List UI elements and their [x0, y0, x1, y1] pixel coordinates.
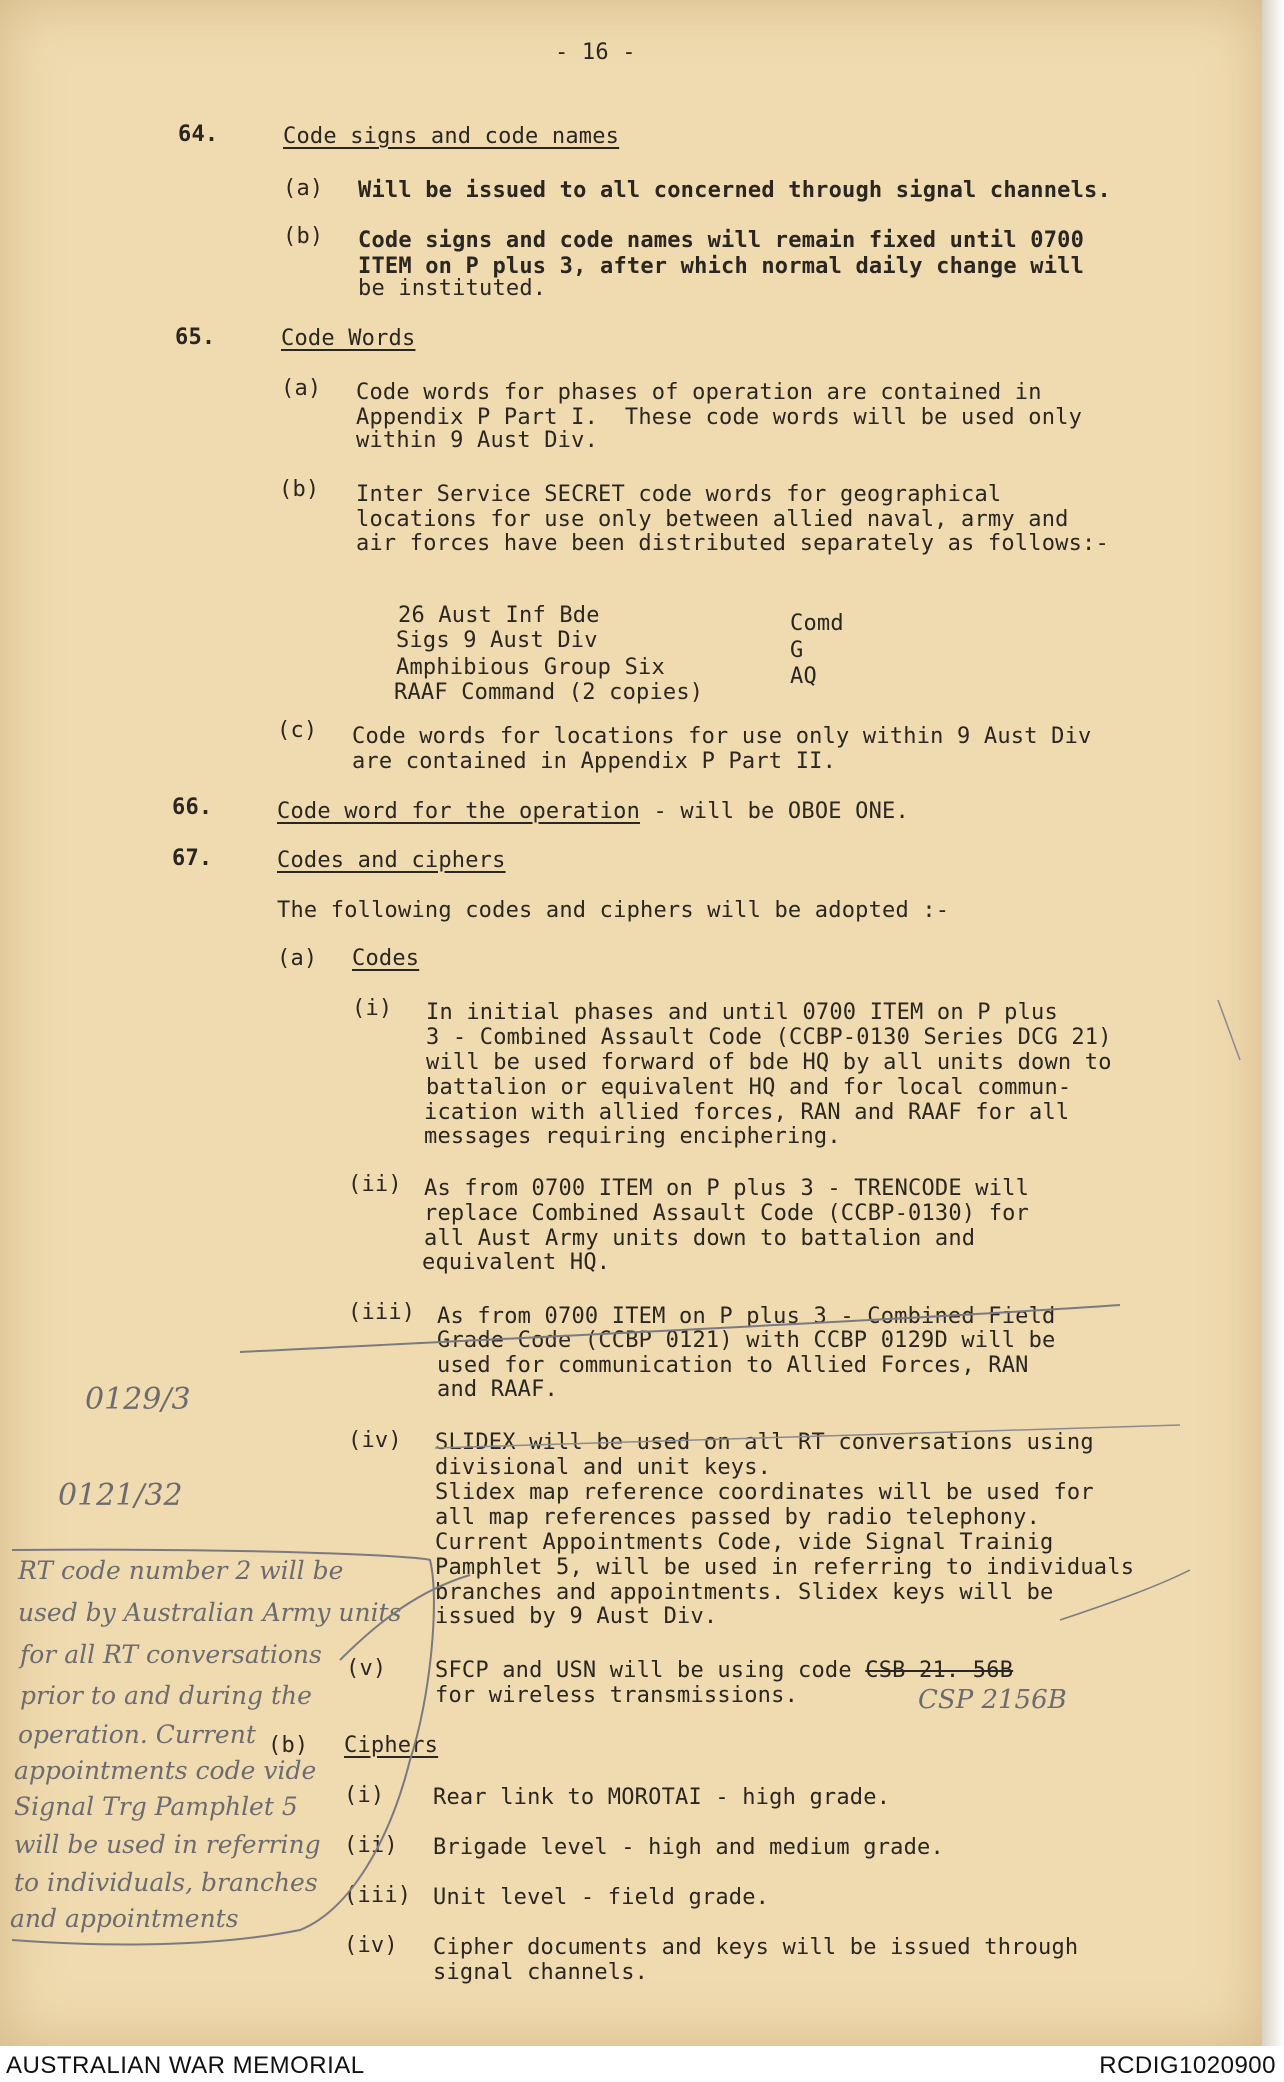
cipher-i-label: (i)	[344, 1783, 385, 1808]
margin-note-line-6: appointments code vide	[14, 1756, 317, 1785]
handwritten-note-0121: 0121/32	[58, 1478, 183, 1513]
code-iv-label: (iv)	[348, 1428, 402, 1453]
pencil-margin-line	[1060, 1570, 1190, 1620]
pencil-tick	[1218, 1000, 1240, 1060]
para-67-heading: Codes and ciphers	[277, 848, 506, 873]
code-v-text: SFCP and USN will be using code	[435, 1658, 866, 1683]
distribution-unit-3: Amphibious Group Six	[396, 655, 665, 680]
page-number: - 16 -	[555, 40, 636, 65]
code-iii-line-2: Grade Code (CCBP 0121) with CCBP 0129D will be	[437, 1328, 1056, 1353]
distribution-branch-1: Comd	[790, 611, 844, 636]
code-i-line-5: ication with allied forces, RAN and RAAF for all	[424, 1100, 1070, 1125]
para-67-intro: The following codes and ciphers will be adopted :-	[277, 898, 950, 923]
handwritten-note-csp: CSP 2156B	[918, 1685, 1067, 1715]
para-64-number: 64.	[178, 122, 219, 147]
code-iv-line-6: Pamphlet 5, will be used in referring to individuals	[435, 1555, 1135, 1580]
code-iii-label: (iii)	[348, 1300, 416, 1325]
para-66-heading: Code word for the operation	[277, 799, 641, 824]
code-i-line-3: will be used forward of bde HQ by all units down to	[426, 1050, 1112, 1075]
para-65-number: 65.	[175, 325, 216, 350]
para-65-a-label: (a)	[281, 376, 322, 401]
para-65-a-line-1: Code words for phases of operation are contained in	[356, 380, 1042, 405]
margin-note-line-1: RT code number 2 will be	[18, 1556, 344, 1585]
para-67-a-label: (a)	[277, 946, 318, 971]
margin-note-line-4: prior to and during the	[20, 1681, 312, 1710]
margin-note-line-7: Signal Trg Pamphlet 5	[14, 1792, 298, 1821]
para-64-b-label: (b)	[283, 224, 324, 249]
margin-note-line-8: will be used in referring	[14, 1830, 321, 1859]
para-64-b-line-3: be instituted.	[358, 276, 547, 301]
cipher-ii-line-1: Brigade level - high and medium grade.	[433, 1835, 944, 1860]
margin-note-line-10: and appointments	[10, 1904, 239, 1933]
distribution-unit-2: Sigs 9 Aust Div	[396, 628, 598, 653]
cipher-ii-label: (ii)	[344, 1833, 398, 1858]
para-67-b-heading: Ciphers	[344, 1733, 439, 1758]
code-v-label: (v)	[346, 1656, 387, 1681]
para-66-number: 66.	[172, 795, 213, 820]
code-ii-line-3: all Aust Army units down to battalion and	[424, 1226, 976, 1251]
para-65-b-line-2: locations for use only between allied naval, army and	[356, 507, 1069, 532]
code-i-line-4: battalion or equivalent HQ and for local commun-	[426, 1075, 1072, 1100]
margin-note-line-3: for all RT conversations	[20, 1640, 322, 1669]
cipher-iv-line-2: signal channels.	[433, 1960, 649, 1985]
para-67-number: 67.	[172, 846, 213, 871]
para-65-b-label: (b)	[279, 477, 320, 502]
code-iii-line-1: As from 0700 ITEM on P plus 3 - Combined Field	[437, 1304, 1056, 1329]
pencil-underline	[435, 1425, 1180, 1448]
footer-left: AUSTRALIAN WAR MEMORIAL	[6, 2052, 365, 2079]
code-iv-line-7: branches and appointments. Slidex keys will be	[435, 1580, 1054, 1605]
margin-note-outline	[12, 1550, 434, 1945]
cipher-i-line-1: Rear link to MOROTAI - high grade.	[433, 1785, 891, 1810]
para-65-c-label: (c)	[277, 718, 318, 743]
cipher-iv-label: (iv)	[344, 1933, 398, 1958]
para-65-b-line-3: air forces have been distributed separately as follows:-	[356, 531, 1109, 556]
distribution-branch-3: AQ	[790, 664, 817, 689]
margin-note-line-2: used by Australian Army units	[18, 1598, 402, 1627]
code-i-line-6: messages requiring enciphering.	[424, 1124, 841, 1149]
code-v-struck-code: CSB 21. 56B	[865, 1658, 1014, 1683]
para-65-heading: Code Words	[281, 326, 416, 351]
para-65-c-line-2: are contained in Appendix P Part II.	[352, 749, 837, 774]
code-i-label: (i)	[352, 996, 393, 1021]
para-65-c-line-1: Code words for locations for use only within 9 Aust Div	[352, 724, 1092, 749]
cipher-iii-label: (iii)	[344, 1883, 412, 1908]
distribution-unit-4: RAAF Command (2 copies)	[394, 680, 704, 705]
para-65-a-line-3: within 9 Aust Div.	[356, 428, 599, 453]
code-iv-line-4: all map references passed by radio telephony.	[435, 1505, 1041, 1530]
margin-note-line-5: operation. Current	[18, 1720, 256, 1749]
code-iv-line-2: divisional and unit keys.	[435, 1455, 772, 1480]
code-v-line-2: for wireless transmissions.	[435, 1683, 799, 1708]
pencil-arrow	[340, 1575, 470, 1660]
cipher-iv-line-1: Cipher documents and keys will be issued through	[433, 1935, 1079, 1960]
para-67-b-label: (b)	[268, 1733, 309, 1758]
para-64-heading: Code signs and code names	[283, 124, 620, 149]
pencil-strike-line	[240, 1305, 1120, 1352]
distribution-unit-1: 26 Aust Inf Bde	[398, 603, 600, 628]
cipher-iii-line-1: Unit level - field grade.	[433, 1885, 770, 1910]
code-iv-line-5: Current Appointments Code, vide Signal Trainig	[435, 1530, 1054, 1555]
para-64-a-label: (a)	[283, 176, 324, 201]
code-ii-line-1: As from 0700 ITEM on P plus 3 - TRENCODE will	[424, 1176, 1030, 1201]
para-64-b-line-2: ITEM on P plus 3, after which normal daily change will	[358, 254, 1085, 279]
footer-right: RCDIG1020900	[1099, 2052, 1276, 2079]
code-i-line-1: In initial phases and until 0700 ITEM on P plus	[426, 1000, 1058, 1025]
para-67-a-heading: Codes	[352, 946, 420, 971]
code-i-line-2: 3 - Combined Assault Code (CCBP-0130 Series DCG 21)	[426, 1025, 1112, 1050]
para-66-text: - will be OBOE ONE.	[640, 799, 909, 824]
code-ii-line-2: replace Combined Assault Code (CCBP-0130) for	[424, 1201, 1030, 1226]
code-iv-line-3: Slidex map reference coordinates will be used for	[435, 1480, 1094, 1505]
code-ii-line-4: equivalent HQ.	[422, 1250, 611, 1275]
code-ii-label: (ii)	[348, 1172, 402, 1197]
distribution-branch-2: G	[790, 638, 804, 663]
code-iv-line-8: issued by 9 Aust Div.	[435, 1604, 718, 1629]
para-65-a-line-2: Appendix P Part I. These code words will be used only	[356, 405, 1083, 430]
code-iv-line-1: SLIDEX will be used on all RT conversations using	[435, 1430, 1094, 1455]
handwritten-note-0129: 0129/3	[85, 1382, 191, 1417]
para-65-b-line-1: Inter Service SECRET code words for geographical	[356, 482, 1002, 507]
code-iii-line-4: and RAAF.	[437, 1377, 559, 1402]
para-64-b-line-1: Code signs and code names will remain fixed until 0700	[358, 228, 1085, 253]
margin-note-line-9: to individuals, branches	[14, 1868, 318, 1897]
code-iii-line-3: used for communication to Allied Forces, RAN	[437, 1353, 1029, 1378]
para-64-a-text: Will be issued to all concerned through signal channels.	[358, 178, 1111, 203]
